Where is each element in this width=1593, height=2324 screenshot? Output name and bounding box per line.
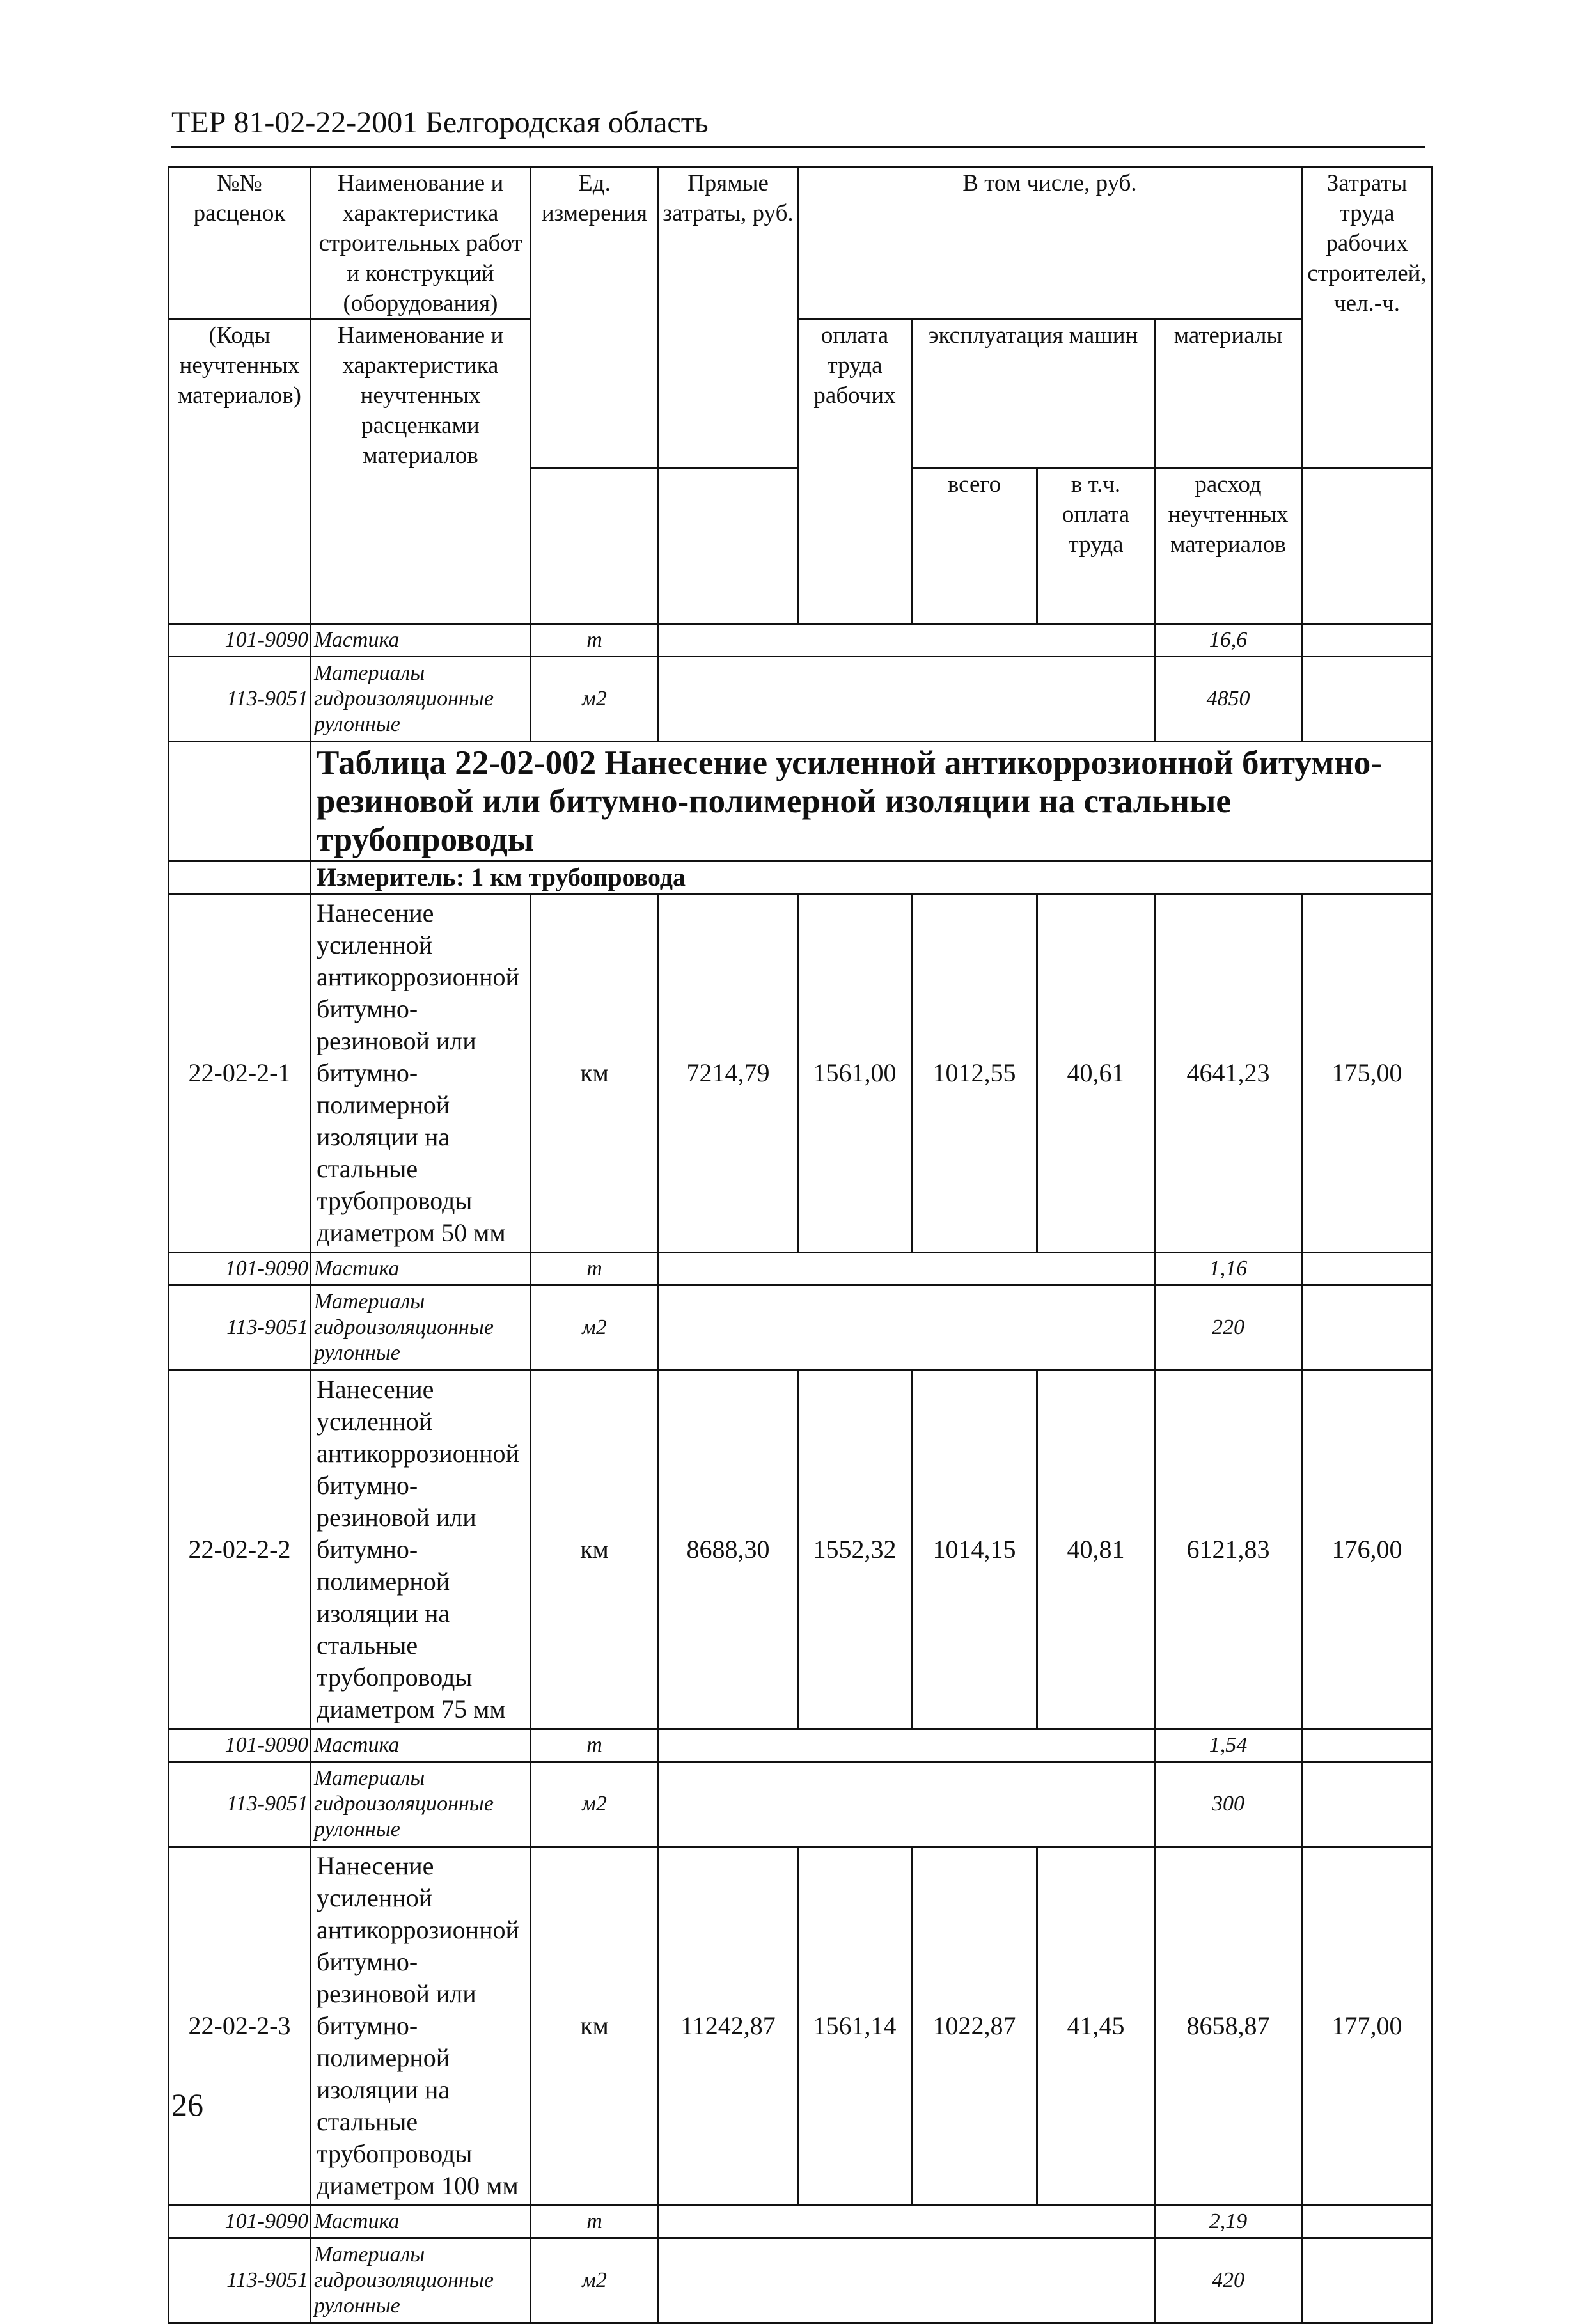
page-number: 26 [171, 2087, 203, 2123]
col-code2-header: (Коды неучтенных материалов) [169, 320, 311, 624]
measure-label: Измеритель: 1 км трубопровода [311, 861, 1432, 894]
rate-materials: 8658,87 [1155, 1847, 1302, 2206]
col-incl-header: В том числе, руб. [798, 168, 1302, 320]
material-unit: м2 [531, 1762, 659, 1847]
material-unit: т [531, 1729, 659, 1762]
col-mach-pay-header: в т.ч. оплата труда [1037, 469, 1155, 624]
rate-labor: 176,00 [1302, 1370, 1432, 1729]
rate-mach-pay: 41,45 [1037, 1847, 1155, 2206]
material-code: 113-9051 [169, 1285, 311, 1370]
material-name: Мастика [311, 1253, 531, 1285]
material-row [169, 1762, 1432, 1847]
material-name: Материалы гидроизоляционные рулонные [311, 1762, 531, 1847]
measure-row [169, 861, 1432, 894]
rate-pay: 1552,32 [798, 1370, 912, 1729]
material-value: 420 [1155, 2238, 1302, 2323]
material-row [169, 2206, 1432, 2238]
col-mach-header: эксплуатация машин [912, 320, 1155, 469]
material-value: 1,54 [1155, 1729, 1302, 1762]
rate-materials: 4641,23 [1155, 894, 1302, 1253]
rate-row [169, 894, 1432, 1253]
material-name: Мастика [311, 1729, 531, 1762]
col-direct-header: Прямые затраты, руб. [659, 168, 798, 469]
material-row [169, 1285, 1432, 1370]
material-unit: м2 [531, 1285, 659, 1370]
rate-mach-pay: 40,81 [1037, 1370, 1155, 1729]
rate-row [169, 1370, 1432, 1729]
material-value: 300 [1155, 1762, 1302, 1847]
rate-unit: км [531, 1847, 659, 2206]
col-unit-header: Ед. измерения [531, 168, 659, 469]
rate-mach: 1014,15 [912, 1370, 1037, 1729]
material-code: 113-9051 [169, 2238, 311, 2323]
rate-direct: 11242,87 [659, 1847, 798, 2206]
rate-direct: 7214,79 [659, 894, 798, 1253]
rate-unit: км [531, 894, 659, 1253]
material-name: Материалы гидроизоляционные рулонные [311, 1285, 531, 1370]
material-code: 101-9090 [169, 1253, 311, 1285]
material-name: Материалы гидроизоляционные рулонные [311, 657, 531, 742]
header-row-1 [169, 168, 1432, 320]
col-name-header: Наименование и характеристика строительных работ и конструкций (оборудования) [311, 168, 531, 320]
material-unit: т [531, 2206, 659, 2238]
material-row [169, 657, 1432, 742]
rate-code: 22-02-2-3 [169, 1847, 311, 2206]
rate-name: Нанесение усиленной антикоррозионной битумно-резиновой или битумно-полимерной изоляции на стальные трубопроводы диаметром 50 мм [311, 894, 531, 1253]
col-name2-header: Наименование и характеристика неучтенных расценками материалов [311, 320, 531, 624]
rate-labor: 175,00 [1302, 894, 1432, 1253]
material-row [169, 1253, 1432, 1285]
rate-mach: 1012,55 [912, 894, 1037, 1253]
material-code: 101-9090 [169, 624, 311, 657]
price-table [168, 166, 1433, 2324]
rate-direct: 8688,30 [659, 1370, 798, 1729]
rate-mach: 1022,87 [912, 1847, 1037, 2206]
material-value: 16,6 [1155, 624, 1302, 657]
header-row-2 [169, 320, 1432, 469]
col-labor-header: Затраты труда рабочих строителей, чел.-ч. [1302, 168, 1432, 469]
rate-name: Нанесение усиленной антикоррозионной битумно-резиновой или битумно-полимерной изоляции на стальные трубопроводы диаметром 75 мм [311, 1370, 531, 1729]
material-row [169, 624, 1432, 657]
material-name: Мастика [311, 2206, 531, 2238]
material-code: 113-9051 [169, 1762, 311, 1847]
col-code-header: №№ расценок [169, 168, 311, 320]
material-row [169, 1729, 1432, 1762]
material-name: Мастика [311, 624, 531, 657]
rate-unit: км [531, 1370, 659, 1729]
table-title-row [169, 742, 1432, 861]
material-unit: т [531, 1253, 659, 1285]
rate-code: 22-02-2-1 [169, 894, 311, 1253]
material-value: 220 [1155, 1285, 1302, 1370]
rate-mach-pay: 40,61 [1037, 894, 1155, 1253]
col-materials-header: материалы [1155, 320, 1302, 469]
rate-materials: 6121,83 [1155, 1370, 1302, 1729]
col-mat-usage-header: расход неучтенных материалов [1155, 469, 1302, 624]
material-unit: т [531, 624, 659, 657]
material-value: 2,19 [1155, 2206, 1302, 2238]
material-code: 113-9051 [169, 657, 311, 742]
col-mach-total-header: всего [912, 469, 1037, 624]
material-value: 4850 [1155, 657, 1302, 742]
col-pay-header: оплата труда рабочих [798, 320, 912, 624]
material-unit: м2 [531, 657, 659, 742]
rate-pay: 1561,00 [798, 894, 912, 1253]
material-value: 1,16 [1155, 1253, 1302, 1285]
rate-row [169, 1847, 1432, 2206]
rate-code: 22-02-2-2 [169, 1370, 311, 1729]
rate-pay: 1561,14 [798, 1847, 912, 2206]
page-header: ТЕР 81-02-22-2001 Белгородская область [171, 107, 1425, 148]
material-unit: м2 [531, 2238, 659, 2323]
table-title: Таблица 22-02-002 Нанесение усиленной антикоррозионной битумно-резиновой или битумно-полимерной изоляции на стальные трубопроводы [311, 742, 1432, 861]
material-row [169, 2238, 1432, 2323]
material-code: 101-9090 [169, 1729, 311, 1762]
rate-labor: 177,00 [1302, 1847, 1432, 2206]
material-name: Материалы гидроизоляционные рулонные [311, 2238, 531, 2323]
rate-name: Нанесение усиленной антикоррозионной битумно-резиновой или битумно-полимерной изоляции на стальные трубопроводы диаметром 100 мм [311, 1847, 531, 2206]
material-code: 101-9090 [169, 2206, 311, 2238]
